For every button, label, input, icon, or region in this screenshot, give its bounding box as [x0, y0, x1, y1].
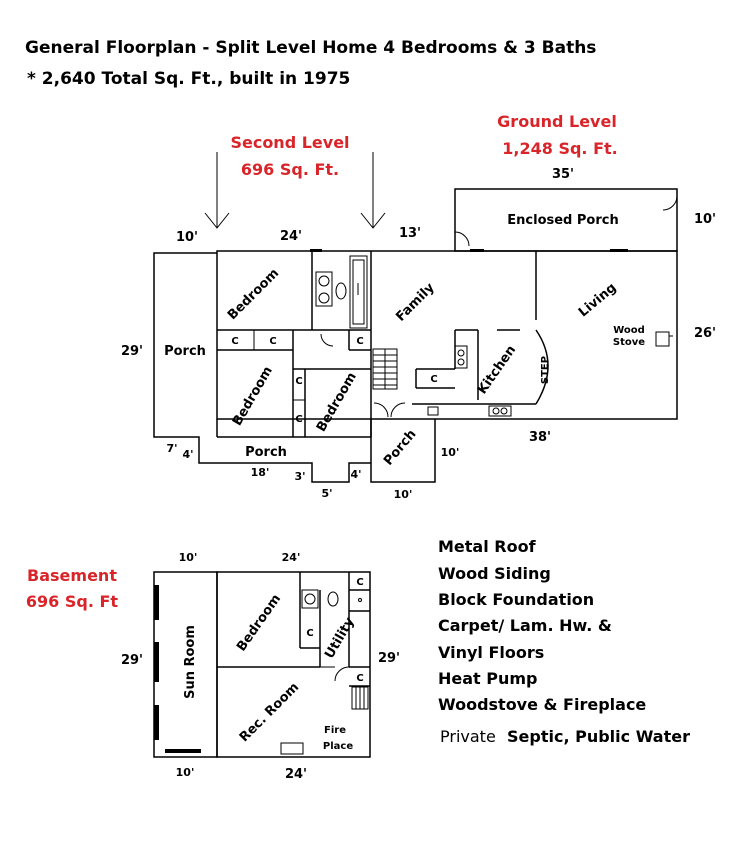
- feature-item: Heat Pump: [438, 669, 538, 688]
- dim-29-basement-left: 29': [120, 653, 144, 668]
- feature-item: Wood Siding: [438, 564, 551, 583]
- closet-label: C: [231, 336, 239, 347]
- closet-label: C: [295, 376, 303, 387]
- wood-stove-label-1: Wood: [613, 325, 645, 336]
- closet-label: C: [269, 336, 277, 347]
- second-level-label: Second Level: [230, 133, 350, 152]
- dim-10-left: 10': [175, 230, 199, 245]
- porch-small-label: Porch: [381, 426, 420, 469]
- dim-7: 7': [166, 442, 178, 455]
- stairs: [373, 349, 397, 389]
- feature-item: Metal Roof: [438, 537, 536, 556]
- ground-level-area: 1,248 Sq. Ft.: [502, 139, 618, 158]
- dim-10-right: 10': [440, 446, 460, 459]
- dim-24-basement-bottom: 24': [284, 767, 308, 782]
- dim-10-basement-bottom: 10': [175, 766, 195, 779]
- dim-35: 35': [551, 167, 575, 182]
- dim-18: 18': [250, 466, 270, 479]
- wood-stove-label-2: Stove: [612, 337, 646, 348]
- bedroom-label: Bedroom: [230, 363, 276, 429]
- kitchen-label: Kitchen: [474, 342, 520, 398]
- dim-26: 26': [693, 326, 717, 341]
- dim-5: 5': [321, 487, 333, 500]
- family-label: Family: [393, 280, 438, 325]
- bedroom-label: Bedroom: [224, 265, 283, 324]
- closet-label: C: [356, 673, 364, 684]
- basement-stairs: [352, 687, 368, 709]
- dim-10-bottom: 10': [393, 488, 413, 501]
- feature-item: Block Foundation: [438, 590, 595, 609]
- dim-3: 3': [294, 470, 306, 483]
- closet-label: C: [356, 577, 364, 588]
- second-level-area: 696 Sq. Ft.: [240, 160, 340, 179]
- plan-subtitle: * 2,640 Total Sq. Ft., built in 1975: [27, 69, 351, 89]
- basement-outline: [217, 572, 370, 757]
- step-label: STEP: [540, 355, 551, 385]
- feature-item-private: Private: [440, 727, 496, 746]
- plan-title: General Floorplan - Split Level Home 4 Bedrooms & 3 Baths: [25, 38, 597, 58]
- utility-label: Utility: [322, 615, 358, 662]
- closet-label: C: [430, 374, 438, 385]
- dim-10-basement: 10': [178, 551, 198, 564]
- bathroom-fixtures: [316, 256, 367, 328]
- dim-10-porch: 10': [693, 212, 717, 227]
- fireplace-icon: [281, 743, 303, 754]
- basement-label: Basement: [27, 566, 117, 585]
- bedroom-label: Bedroom: [314, 369, 360, 435]
- basement-bath-fixtures: [302, 590, 362, 608]
- main-house-outline: [217, 251, 677, 419]
- dim-24: 24': [279, 229, 303, 244]
- door-swing: [663, 196, 677, 210]
- ground-level-label: Ground Level: [497, 112, 617, 131]
- closet-label: C: [306, 628, 314, 639]
- sun-room-label: Sun Room: [183, 625, 198, 699]
- dim-4: 4': [182, 448, 194, 461]
- fireplace-label-1: Fire: [324, 725, 346, 736]
- dim-13: 13': [398, 226, 422, 241]
- door-swing: [455, 232, 469, 246]
- fireplace-label-2: Place: [322, 741, 354, 752]
- porch-left-label: Porch: [164, 344, 206, 359]
- feature-item-septic: Septic, Public Water: [507, 727, 690, 746]
- enclosed-porch-label: Enclosed Porch: [507, 213, 619, 228]
- basement-area: 696 Sq. Ft: [25, 592, 119, 611]
- basement-bedroom-label: Bedroom: [234, 591, 285, 655]
- living-label: Living: [575, 280, 620, 321]
- closet-label: C: [295, 414, 303, 425]
- dim-38: 38': [528, 430, 552, 445]
- feature-item: Carpet/ Lam. Hw. &: [438, 616, 612, 635]
- dim-29: 29': [120, 344, 144, 359]
- rec-room-label: Rec. Room: [236, 679, 303, 746]
- porch-bottom-label: Porch: [245, 445, 287, 460]
- feature-item: Vinyl Floors: [438, 643, 545, 662]
- feature-item: Woodstove & Fireplace: [438, 695, 647, 714]
- wood-stove-icon: [656, 332, 673, 346]
- dim-24-basement: 24': [281, 551, 301, 564]
- dim-29-basement-right: 29': [377, 651, 401, 666]
- dim-4b: 4': [350, 468, 362, 481]
- feature-list: [438, 537, 690, 746]
- closet-label: C: [356, 336, 364, 347]
